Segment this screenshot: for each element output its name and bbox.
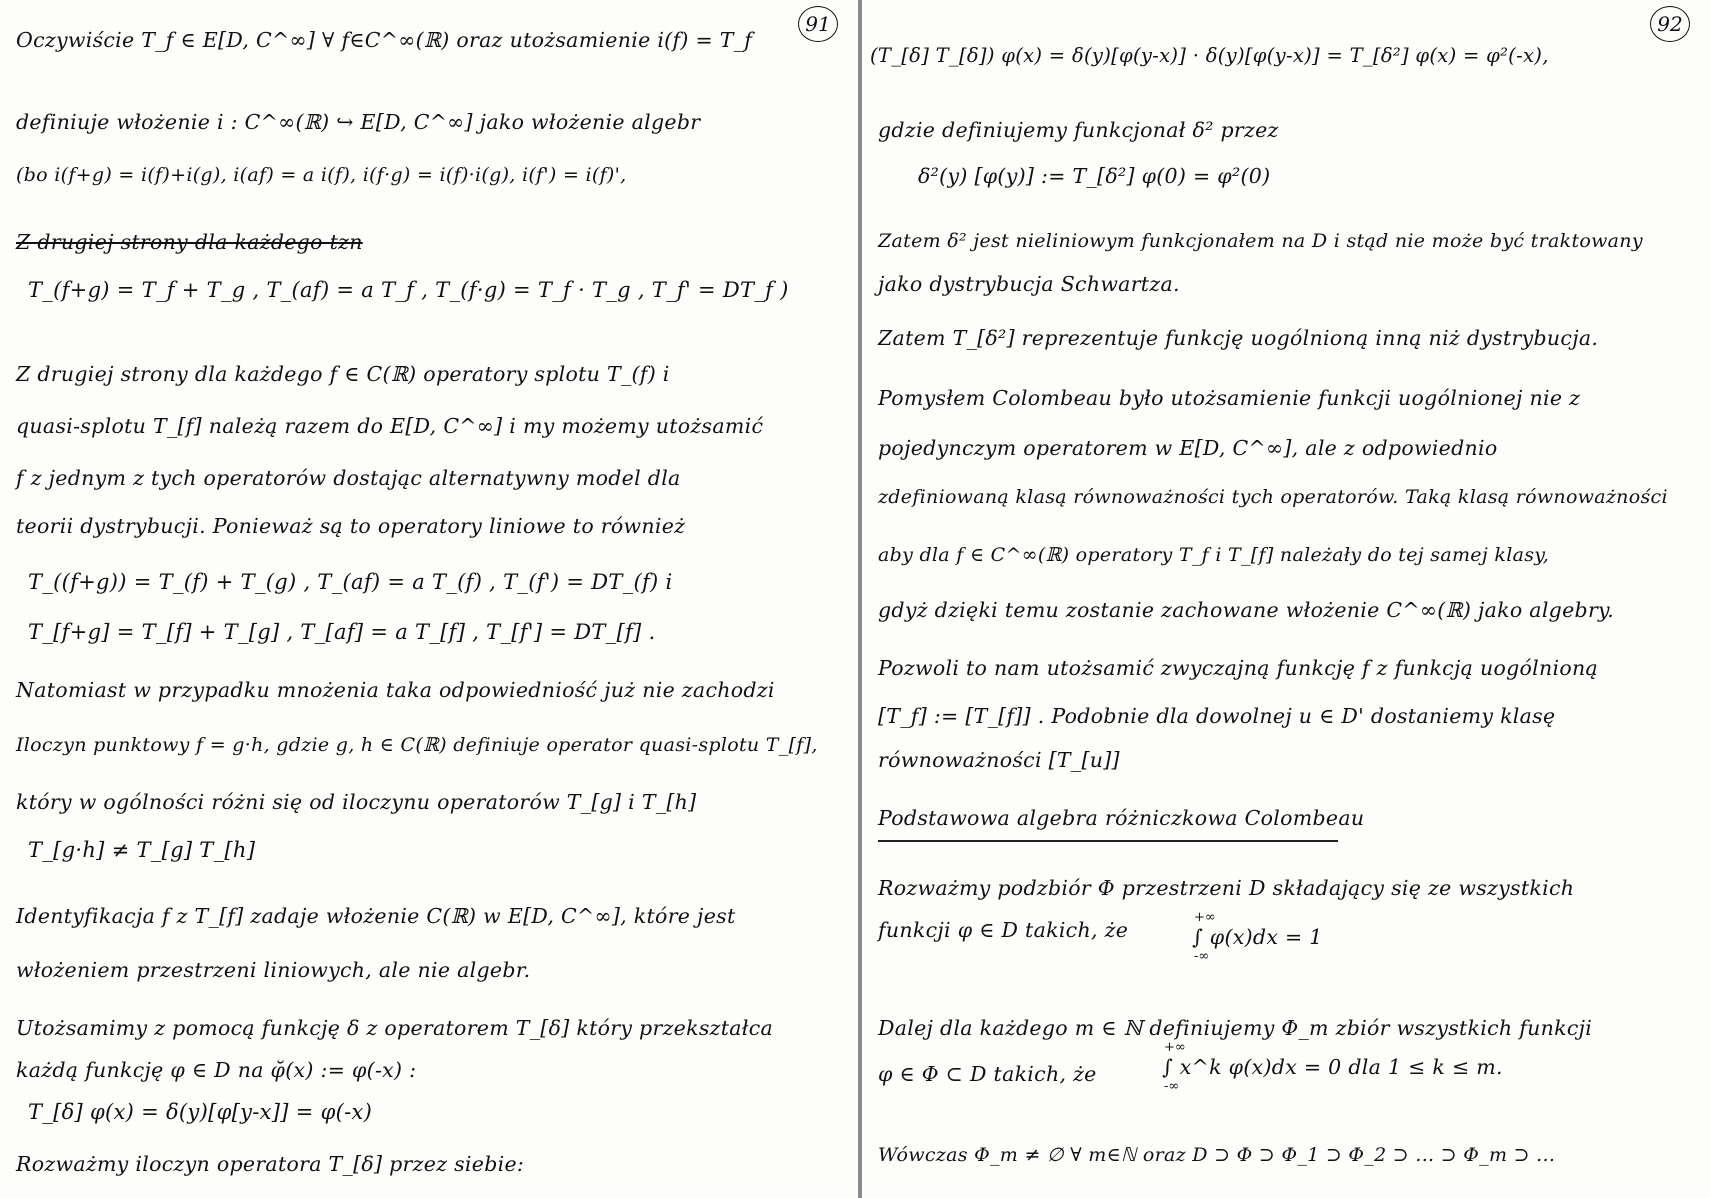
text-line: który w ogólności różni się od iloczynu operatorów T_[g] i T_[h]: [16, 790, 697, 814]
text-line: funkcji φ ∈ D takich, że: [878, 918, 1129, 942]
text-line: włożeniem przestrzeni liniowych, ale nie algebr.: [16, 958, 531, 982]
formula-line: δ²(y) [φ(y)] := T_[δ²] φ(0) = φ²(0): [918, 164, 1271, 188]
integral-lower-limit: -∞: [1164, 1079, 1180, 1094]
page-number-left: 91: [798, 6, 838, 42]
text-line: każdą funkcję φ ∈ D na φ̆(x) := φ(-x) :: [16, 1058, 417, 1082]
text-line: zdefiniowaną klasą równoważności tych operatorów. Taką klasą równoważności: [878, 486, 1668, 508]
text-line: Wówczas Φ_m ≠ ∅ ∀ m∈ℕ oraz D ⊃ Φ ⊃ Φ_1 ⊃ Φ_2 ⊃ ... ⊃ Φ_m ⊃ ...: [878, 1144, 1556, 1166]
text-line: quasi-splotu T_[f] należą razem do E[D, C^∞] i my możemy utożsamić: [16, 414, 764, 438]
text-line: Oczywiście T_f ∈ E[D, C^∞] ∀ f∈C^∞(ℝ) oraz utożsamienie i(f) = T_f: [16, 28, 753, 52]
formula-line: T_[δ] φ(x) = δ(y)[φ[y-x]] = φ(-x): [28, 1100, 373, 1124]
text-line-struck: Z drugiej strony dla każdego tzn: [16, 230, 363, 254]
formula-line: ∫ φ(x)dx = 1: [1192, 925, 1323, 949]
text-line: Rozważmy podzbiór Φ przestrzeni D składający się ze wszystkich: [878, 876, 1575, 900]
formula-line: T_[g·h] ≠ T_[g] T_[h]: [28, 838, 256, 862]
text-line: gdyż dzięki temu zostanie zachowane włożenie C^∞(ℝ) jako algebry.: [878, 598, 1615, 622]
text-line: [T_f] := [T_[f]] . Podobnie dla dowolnej u ∈ D' dostaniemy klasę: [878, 704, 1556, 728]
text-line: Rozważmy iloczyn operatora T_[δ] przez siebie:: [16, 1152, 525, 1176]
text-line: jako dystrybucja Schwartza.: [878, 272, 1180, 296]
text-line: Dalej dla każdego m ∈ ℕ definiujemy Φ_m zbiór wszystkich funkcji: [878, 1016, 1593, 1040]
integral-lower-limit: -∞: [1194, 949, 1210, 964]
text-line: Identyfikacja f z T_[f] zadaje włożenie C(ℝ) w E[D, C^∞], które jest: [16, 904, 736, 928]
normalization-integral: [1192, 910, 1323, 964]
text-line: Zatem δ² jest nieliniowym funkcjonałem na D i stąd nie może być traktowany: [878, 230, 1643, 252]
text-line: Pomysłem Colombeau było utożsamienie funkcji uogólnionej nie z: [878, 386, 1581, 410]
text-line: Iloczyn punktowy f = g·h, gdzie g, h ∈ C(ℝ) definiuje operator quasi-splotu T_[f],: [16, 734, 818, 756]
formula-line: (T_[δ] T_[δ]) φ(x) = δ(y)[φ(y-x)] · δ(y)[φ(y-x)] = T_[δ²] φ(x) = φ²(-x),: [870, 44, 1549, 67]
formula-line: T_((f+g)) = T_(f) + T_(g) , T_(af) = a T_(f) , T_(f') = DT_(f) i: [28, 570, 673, 594]
text-line: aby dla f ∈ C^∞(ℝ) operatory T_f i T_[f] należały do tej samej klasy,: [878, 544, 1550, 566]
moment-integral: [1162, 1040, 1503, 1094]
text-line: (bo i(f+g) = i(f)+i(g), i(af) = a i(f), i(f·g) = i(f)·i(g), i(f') = i(f)',: [16, 164, 627, 186]
text-line: równoważności [T_[u]]: [878, 748, 1120, 772]
text-line: definiuje włożenie i : C^∞(ℝ) ↪ E[D, C^∞] jako włożenie algebr: [16, 110, 701, 134]
text-line: φ ∈ Φ ⊂ D takich, że: [878, 1062, 1097, 1086]
text-line: f z jednym z tych operatorów dostając alternatywny model dla: [16, 466, 681, 490]
text-line: gdzie definiujemy funkcjonał δ² przez: [878, 118, 1279, 142]
text-line: Utożsamimy z pomocą funkcję δ z operatorem T_[δ] który przekształca: [16, 1016, 774, 1040]
text-line: pojedynczym operatorem w E[D, C^∞], ale z odpowiednio: [878, 436, 1498, 460]
page-number-right: 92: [1650, 6, 1690, 42]
integral-upper-limit: +∞: [1194, 910, 1216, 925]
text-line: Z drugiej strony dla każdego f ∈ C(ℝ) operatory splotu T_(f) i: [16, 362, 670, 386]
formula-line: ∫ x^k φ(x)dx = 0 dla 1 ≤ k ≤ m.: [1162, 1055, 1503, 1079]
text-line: Zatem T_[δ²] reprezentuje funkcję uogólnioną inną niż dystrybucja.: [878, 326, 1599, 350]
text-line: Pozwoli to nam utożsamić zwyczajną funkcję f z funkcją uogólnioną: [878, 656, 1599, 680]
section-heading: Podstawowa algebra różniczkowa Colombeau: [878, 806, 1365, 830]
text-line: Natomiast w przypadku mnożenia taka odpowiedniość już nie zachodzi: [16, 678, 775, 702]
integral-upper-limit: +∞: [1164, 1040, 1186, 1055]
text-line: teorii dystrybucji. Ponieważ są to operatory liniowe to również: [16, 514, 686, 538]
formula-line: T_[f+g] = T_[f] + T_[g] , T_[af] = a T_[f] , T_[f'] = DT_[f] .: [28, 620, 656, 644]
formula-line: T_(f+g) = T_f + T_g , T_(af) = a T_f , T_(f·g) = T_f · T_g , T_f' = DT_f ): [28, 278, 789, 302]
heading-underline: [878, 840, 1338, 842]
right-page: [862, 0, 1711, 1198]
